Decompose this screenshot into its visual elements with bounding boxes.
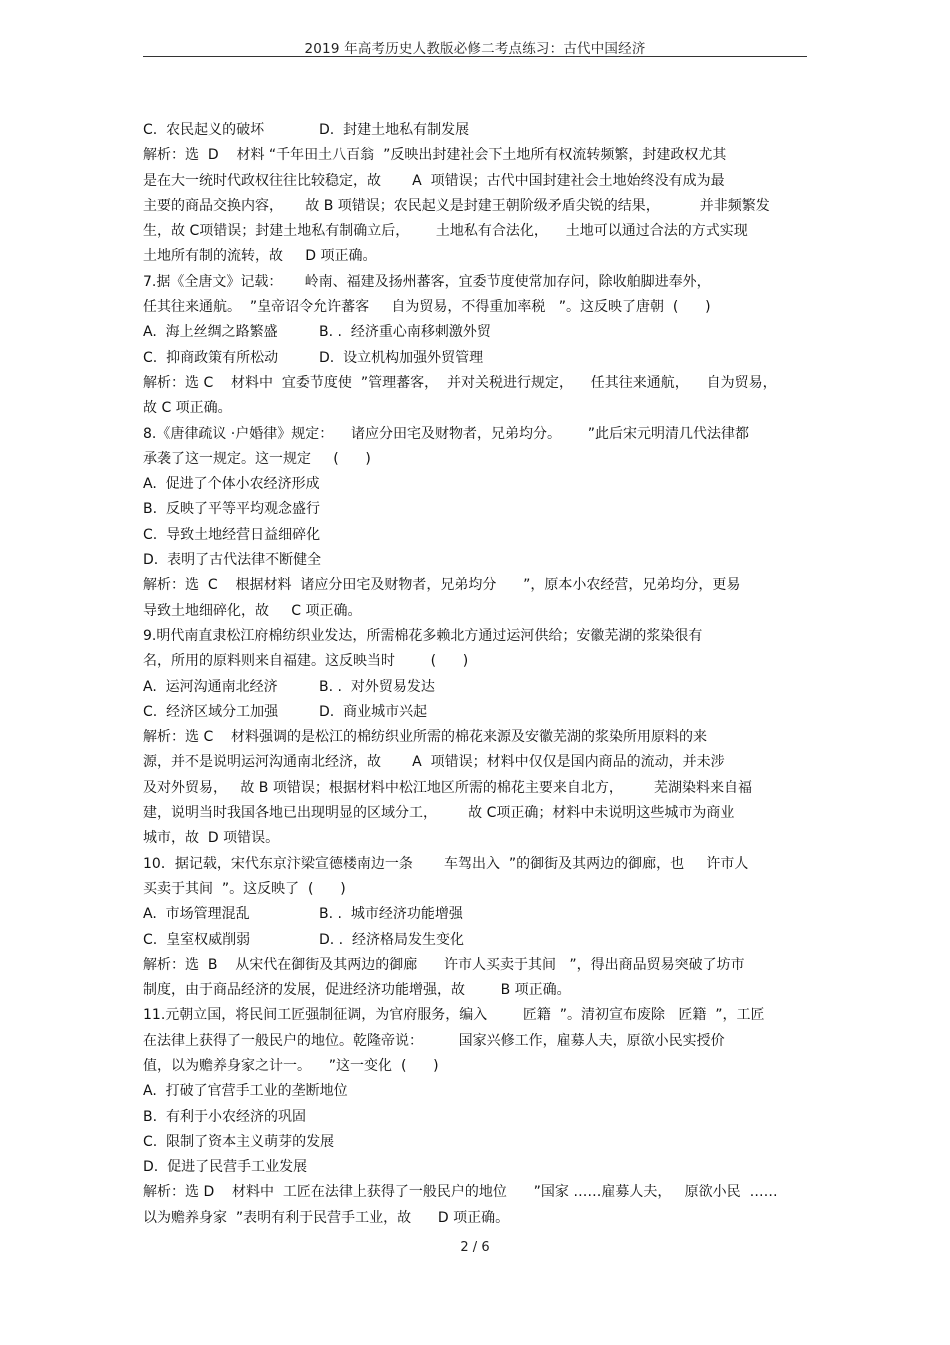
q8-option-c: C. 导致土地经营日益细碎化 — [143, 526, 321, 543]
analysis-line: 解析：选 B 从宋代在御街及其两边的御廊 许市人买卖于其间 ”，得出商品贸易突破了坊市 — [143, 956, 745, 973]
q9-options-row — [143, 700, 807, 725]
question-stem-line: 9.明代南直隶松江府棉纺织业发达，所需棉花多赖北方通过运河供给；安徽芜湖的浆染很有 — [143, 627, 703, 644]
question-9 — [143, 624, 807, 852]
question-stem-line: 承袭了这一规定。这一规定 ( ) — [143, 450, 371, 467]
question-7 — [143, 270, 807, 422]
question-stem-line: 7.据《全唐文》记载： 岭南、福建及扬州蕃客，宜委节度使常加存问，除收舶脚进奉外， — [143, 273, 711, 290]
q7-option-c: C. 抑商政策有所松动 — [143, 349, 279, 366]
analysis-line: 城市，故 D 项错误。 — [143, 830, 280, 847]
q6-analysis — [143, 143, 807, 269]
question-stem-line: 8.《唐律疏议 ·户婚律》规定： 诸应分田宅及财物者，兄弟均分。 ”此后宋元明清几代法律都 — [143, 425, 750, 442]
analysis-line: 解析：选 D 材料中 工匠在法律上获得了一般民户的地位 ”国家 ……雇募人夫， 原欲小民 …… — [143, 1184, 778, 1201]
q8-option-d: D. 表明了古代法律不断健全 — [143, 552, 322, 569]
q7-options-row — [143, 346, 807, 371]
q8-option-a: A. 促进了个体小农经济形成 — [143, 476, 320, 493]
question-stem-line: 名，所用的原料则来自福建。这反映当时 ( ) — [143, 653, 469, 670]
q7-option-a: A. 海上丝绸之路繁盛 — [143, 324, 278, 341]
q7-options-row — [143, 320, 807, 345]
analysis-line: 导致土地细碎化，故 C 项正确。 — [143, 602, 362, 619]
analysis-line: 主要的商品交换内容， 故 B 项错误；农民起义是封建王朝阶级矛盾尖锐的结果， 并非频繁发 — [143, 197, 770, 214]
q11-option-a: A. 打破了官营手工业的垄断地位 — [143, 1083, 348, 1100]
q8-option-b: B. 反映了平等平均观念盛行 — [143, 501, 320, 518]
analysis-line: 解析：选 C 材料中 宜委节度使 ”管理蕃客， 并对关税进行规定， 任其往来通航， 自为贸易， — [143, 374, 777, 391]
page-number: 2 / 6 — [460, 1240, 490, 1255]
question-11 — [143, 1003, 807, 1231]
analysis-line: 以为赡养身家 ”表明有利于民营手工业，故 D 项正确。 — [143, 1209, 510, 1226]
q10-option-a: A. 市场管理混乱 — [143, 906, 250, 923]
question-stem-line: 任其往来通航。 ”皇帝诏令允许蕃客 自为贸易，不得重加率税 ”。这反映了唐朝 ( ) — [143, 299, 711, 316]
document-body — [143, 118, 807, 1231]
q11-option-d: D. 促进了民营手工业发展 — [143, 1159, 308, 1176]
q9-options-row — [143, 675, 807, 700]
page-header: 2019 年高考历史人教版必修二考点练习：古代中国经济 — [304, 41, 646, 57]
q9-option-d: D. 商业城市兴起 — [319, 703, 428, 720]
analysis-line: 解析：选 C 材料强调的是松江的棉纺织业所需的棉花来源及安徽芜湖的浆染所用原料的来 — [143, 729, 708, 746]
q10-options-row — [143, 928, 807, 953]
question-stem-line: 10．据记载，宋代东京汴梁宣德楼南边一条 车驾出入 ”的御街及其两边的御廊，也 许市人 — [143, 855, 749, 872]
analysis-line: 制度，由于商品经济的发展，促进经济功能增强，故 B 项正确。 — [143, 982, 571, 999]
q10-option-b: B. . 城市经济功能增强 — [319, 906, 463, 923]
q11-option-b: B. 有利于小农经济的巩固 — [143, 1108, 306, 1125]
analysis-line: 土地所有制的流转，故 D 项正确。 — [143, 248, 377, 265]
analysis-line: 生，故 C项错误；封建土地私有制确立后， 土地私有合法化， 土地可以通过合法的方式实现 — [143, 223, 748, 240]
q7-option-d: D. 设立机构加强外贸管理 — [319, 349, 484, 366]
question-8 — [143, 422, 807, 624]
question-stem-line: 在法律上获得了一般民户的地位。乾隆帝说： 国家兴修工作，雇募人夫，原欲小民实授价 — [143, 1032, 725, 1049]
q9-option-b: B. . 对外贸易发达 — [319, 678, 435, 695]
analysis-line: 及对外贸易， 故 B 项错误；根据材料中松江地区所需的棉花主要来自北方， 芜湖染料来自福 — [143, 779, 753, 796]
analysis-line: 解析：选 C 根据材料 诸应分田宅及财物者，兄弟均分 ”，原本小农经营，兄弟均分，更易 — [143, 577, 741, 594]
question-stem-line: 值，以为赡养身家之计一。 ”这一变化 ( ) — [143, 1057, 439, 1074]
q9-option-a: A. 运河沟通南北经济 — [143, 678, 278, 695]
question-10 — [143, 852, 807, 1004]
q6-option-d: D. 封建土地私有制发展 — [319, 122, 470, 138]
q10-option-c: C. 皇室权威削弱 — [143, 931, 251, 948]
analysis-line: 故 C 项正确。 — [143, 400, 232, 417]
analysis-line: 源，并不是说明运河沟通南北经济，故 A 项错误；材料中仅仅是国内商品的流动，并未涉 — [143, 754, 725, 771]
q6-option-c: C. 农民起义的破坏 — [143, 122, 265, 138]
analysis-line: 建，说明当时我国各地已出现明显的区域分工， 故 C项正确；材料中未说明这些城市为商业 — [143, 805, 735, 822]
q11-option-c: C. 限制了资本主义萌芽的发展 — [143, 1133, 335, 1150]
q9-option-c: C. 经济区域分工加强 — [143, 703, 279, 720]
question-stem-line: 11.元朝立国，将民间工匠强制征调，为官府服务，编入 匠籍 ”。清初宣布废除 匠籍 ”，工匠 — [143, 1007, 765, 1024]
header-divider — [143, 56, 807, 57]
q6-options-row — [143, 118, 807, 143]
question-stem-line: 买卖于其间 ”。这反映了 ( ) — [143, 880, 346, 897]
q10-option-d: D. . 经济格局发生变化 — [319, 931, 465, 948]
analysis-line: 是在大一统时代政权往往比较稳定，故 A 项错误；古代中国封建社会土地始终没有成为最 — [143, 172, 725, 189]
q10-options-row — [143, 902, 807, 927]
q7-option-b: B. . 经济重心南移刺激外贸 — [319, 324, 491, 341]
analysis-line: 解析：选 D 材料 “千年田土八百翁 ”反映出封建社会下土地所有权流转频繁，封建政权尤其 — [143, 147, 727, 164]
